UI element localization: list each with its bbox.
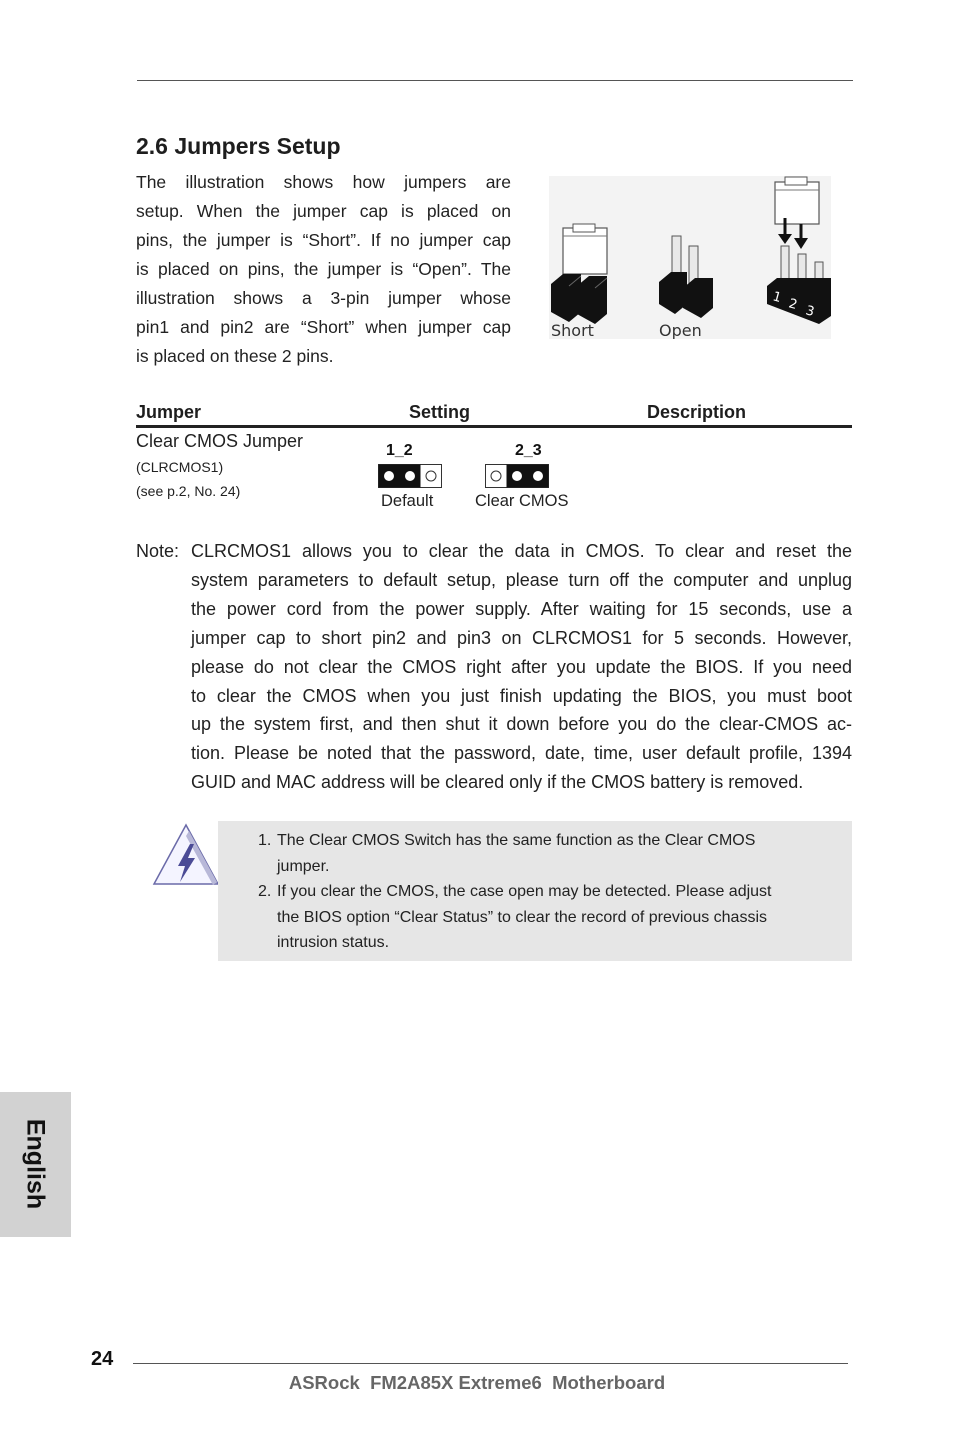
table-header-setting: Setting bbox=[409, 402, 470, 422]
short-jumper-drawing bbox=[551, 224, 607, 339]
language-label: English bbox=[21, 1118, 50, 1210]
note-line: tion. Please be noted that the password, date, time, user default profile, 1394 bbox=[191, 743, 852, 764]
notice-list bbox=[258, 828, 818, 956]
notice-item-line: If you clear the CMOS, the case open may be detected. Please adjust bbox=[277, 883, 772, 900]
jumper-page-ref: (see p.2, No. 24) bbox=[136, 483, 241, 499]
intro-line: illustration shows a 3-pin jumper whose bbox=[136, 288, 511, 308]
note-line: GUID and MAC address will be cleared only if the CMOS battery is removed. bbox=[191, 772, 804, 793]
open-jumper-drawing bbox=[659, 236, 713, 339]
pin-number: 3 bbox=[803, 303, 816, 321]
footer-brand: ASRock bbox=[288, 1372, 360, 1393]
table-header-jumper: Jumper bbox=[136, 402, 202, 422]
page-number: 24 bbox=[91, 1348, 114, 1370]
top-divider bbox=[137, 80, 853, 81]
clear-cmos-pin-diagram bbox=[485, 464, 549, 488]
note-block bbox=[136, 537, 852, 797]
note-line: to clear the CMOS when you just finish updating the BIOS, you must boot bbox=[191, 685, 852, 706]
note-line: system parameters to default setup, please turn off the computer and unplug bbox=[191, 569, 852, 590]
intro-paragraph bbox=[136, 168, 511, 371]
intro-line: is placed on pins, the jumper is “Open”. The bbox=[136, 259, 511, 279]
notice-item-line: jumper. bbox=[277, 857, 330, 875]
table-header-rule bbox=[136, 425, 852, 428]
short-label: Short bbox=[551, 321, 594, 339]
default-pin-diagram bbox=[378, 464, 442, 488]
notice-item bbox=[258, 828, 818, 879]
notice-item-line: intrusion status. bbox=[277, 934, 390, 951]
pin-number: 1 bbox=[770, 289, 783, 307]
notice-item-line: The Clear CMOS Switch has the same function as the Clear CMOS bbox=[277, 832, 756, 849]
default-pins-label: 1_2 bbox=[386, 442, 413, 459]
intro-line: The illustration shows how jumpers are bbox=[136, 172, 511, 192]
jumper-illustration bbox=[549, 176, 831, 339]
pin-number: 2 bbox=[786, 296, 799, 314]
intro-line: setup. When the jumper cap is placed on bbox=[136, 201, 511, 221]
clear-cmos-caption: Clear CMOS bbox=[475, 492, 569, 510]
footer-divider bbox=[133, 1363, 848, 1364]
note-line: jumper cap to short pin2 and pin3 on CLRCMOS1 for 5 seconds. However, bbox=[191, 627, 852, 648]
open-label: Open bbox=[659, 321, 702, 339]
note-label: Note: bbox=[136, 541, 180, 561]
notice-item-number: 1. bbox=[258, 832, 272, 849]
warning-icon bbox=[150, 822, 220, 888]
notice-item bbox=[258, 879, 818, 956]
notice-item-line: the BIOS option “Clear Status” to clear the record of previous chassis bbox=[277, 908, 768, 926]
clear-pins-label: 2_3 bbox=[515, 442, 542, 459]
note-line: CLRCMOS1 allows you to clear the data in CMOS. To clear and reset the bbox=[191, 541, 852, 561]
intro-line: pin1 and pin2 are “Short” when jumper cap bbox=[136, 317, 511, 337]
note-line: the power cord from the power supply. After waiting for 15 seconds, use a bbox=[191, 598, 852, 619]
footer-title bbox=[0, 1372, 954, 1394]
three-pin-jumper-drawing bbox=[767, 177, 831, 324]
jumper-name: Clear CMOS Jumper bbox=[136, 431, 304, 451]
footer-product: FM2A85X Extreme6 Motherboard bbox=[370, 1372, 666, 1393]
note-line: up the system first, and then shut it down before you do the clear-CMOS ac- bbox=[191, 714, 852, 735]
language-tab bbox=[0, 1092, 71, 1237]
notice-item-number: 2. bbox=[258, 883, 272, 900]
table-header-description: Description bbox=[647, 402, 747, 422]
section-title: 2.6 Jumpers Setup bbox=[136, 133, 341, 159]
default-caption: Default bbox=[381, 492, 434, 510]
note-line: please do not clear the CMOS right after you update the BIOS. If you need bbox=[191, 656, 852, 677]
intro-line: pins, the jumper is “Short”. If no jumper cap bbox=[136, 230, 511, 250]
jumper-code: (CLRCMOS1) bbox=[136, 459, 224, 475]
notice-box bbox=[218, 821, 852, 961]
intro-line: is placed on these 2 pins. bbox=[136, 346, 334, 366]
